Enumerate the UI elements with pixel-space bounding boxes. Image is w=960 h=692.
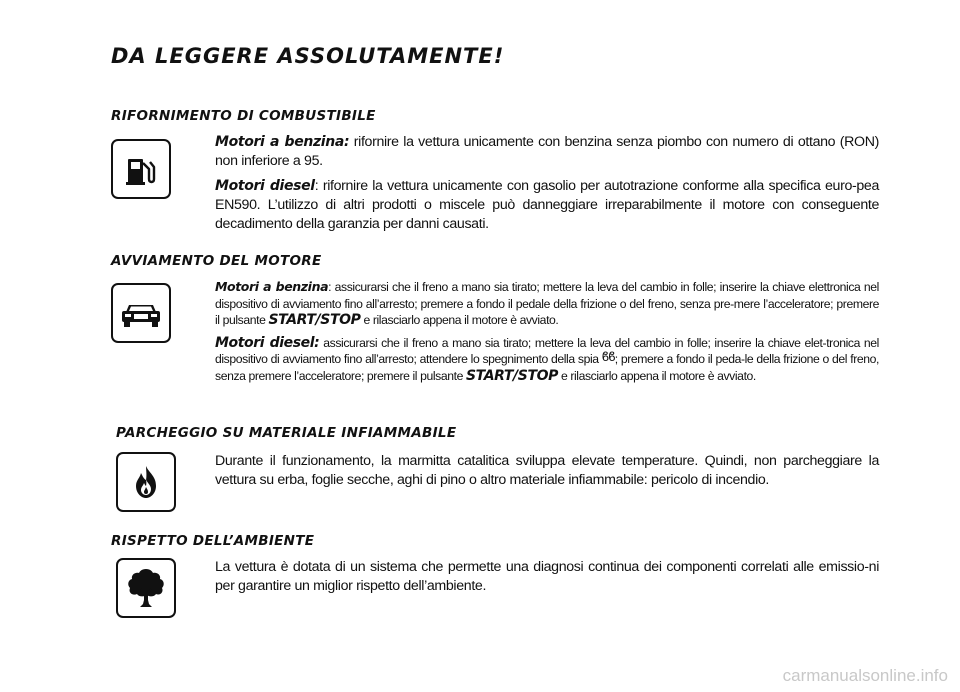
car-front-icon (119, 293, 163, 333)
paragraph-text: ; premere a fondo il peda-le della frizione o del freno, senza premere l’acceleratore; premere il pulsante (215, 352, 879, 383)
paragraph-text: La vettura è dotata di un sistema che permette una diagnosi continua dei componenti correlati alle emissio-ni per garantire un miglior rispetto dell’ambiente. (215, 559, 879, 594)
paragraph-text: : rifornire la vettura unicamente con gasolio per autotrazione conforme alla specifica euro-pea EN590. L’utilizzo di altri prodotti o miscele può danneggiare irreparabilmente il motore con conseguente decadimento della garanzia per danni causati. (215, 178, 879, 232)
section-title-parking: PARCHEGGIO SU MATERIALE INFIAMMABILE (116, 425, 457, 441)
parking-text (200, 452, 879, 490)
section-title-start: AVVIAMENTO DEL MOTORE (111, 253, 322, 269)
paragraph-text: rifornire la vettura unicamente con benzina senza piombo con numero di ottano (RON) non inferiore a 95. (215, 134, 879, 169)
fuel-paragraph-petrol (200, 133, 879, 171)
watermark: carmanualsonline.info (782, 666, 948, 685)
start-stop-label: START/STOP (465, 367, 558, 384)
start-paragraph-petrol (200, 279, 879, 329)
flame-icon (128, 462, 164, 502)
start-text (200, 279, 879, 384)
car-icon-box (111, 283, 171, 343)
fuel-icon-box (111, 139, 171, 199)
glow-plug-icon: ϐϐ (601, 349, 615, 364)
lead-label: Motori diesel (215, 178, 315, 194)
lead-label: Motori a benzina: (215, 134, 350, 150)
flame-icon-box (116, 452, 176, 512)
paragraph-text: Durante il funzionamento, la marmitta catalitica sviluppa elevate temperature. Quindi, non parcheggiare la vettura su erba, foglie secche, aghi di pino o altro materiale infiammabile: pericolo di incendio. (215, 453, 879, 488)
section-title-fuel: RIFORNIMENTO DI COMBUSTIBILE (111, 108, 376, 124)
tree-icon (125, 566, 167, 610)
parking-paragraph (200, 452, 879, 490)
paragraph-text: assicurarsi che il freno a mano sia tirato; mettere la leva del cambio in folle; inserire la chiave elet-tronica nel dispositivo di avviamento fino all’arresto; attendere lo spegnimento della spia (215, 335, 879, 366)
fuel-paragraph-diesel (200, 177, 879, 234)
fuel-text (200, 133, 879, 234)
section-title-environment: RISPETTO DELL’AMBIENTE (111, 533, 315, 549)
environment-paragraph (200, 558, 879, 596)
page-title: DA LEGGERE ASSOLUTAMENTE! (111, 44, 505, 68)
fuel-pump-icon (121, 149, 161, 189)
paragraph-text: : assicurarsi che il freno a mano sia tirato; mettere la leva del cambio in folle; inserire la chiave elettronica nel dispositivo di avviamento fino all’arresto; premere a fondo il pedale della frizione o del freno, senza pre-mere l’acceleratore; premere il pulsante (215, 280, 879, 327)
paragraph-text: e rilasciarlo appena il motore è avviato. (557, 368, 756, 383)
lead-label: Motori a benzina (215, 279, 329, 294)
environment-text (200, 558, 879, 596)
start-stop-label: START/STOP (268, 312, 361, 328)
paragraph-text: e rilasciarlo appena il motore è avviato. (360, 313, 559, 327)
tree-icon-box (116, 558, 176, 618)
lead-label: Motori diesel: (215, 334, 320, 351)
start-paragraph-diesel (200, 335, 879, 385)
